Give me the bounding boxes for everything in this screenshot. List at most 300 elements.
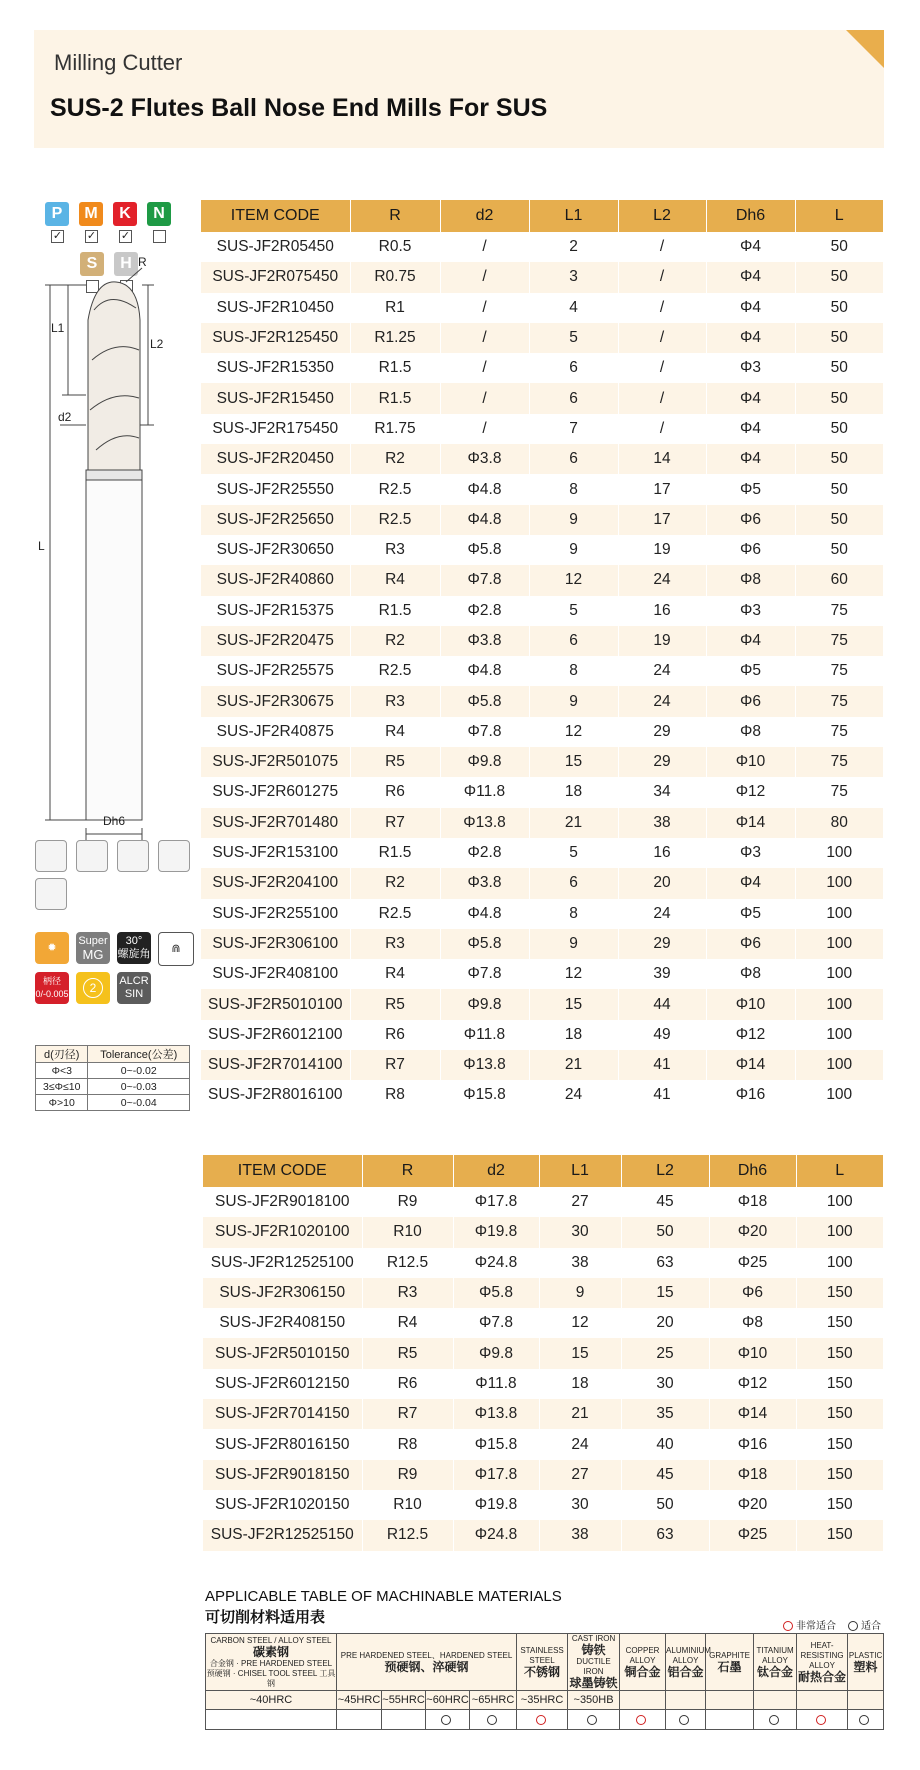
table-cell: 38 [618,808,706,838]
circle-icon [848,1621,858,1631]
table-cell: R1.5 [350,383,440,413]
table-cell: 38 [539,1520,621,1550]
table-cell: Φ9.8 [453,1338,539,1368]
table-cell: 75 [795,717,883,747]
label-dh6: Dh6 [103,814,126,828]
table-cell: 50 [795,353,883,383]
table-cell: SUS-JF2R6012150 [215,1374,350,1392]
table-cell: 50 [795,535,883,565]
applicable-title-en: APPLICABLE TABLE OF MACHINABLE MATERIALS [205,1588,562,1605]
table-cell: R6 [350,1020,440,1050]
table-cell: 18 [539,1369,621,1399]
table-row [203,1490,883,1520]
table-cell: 6 [529,626,618,656]
table-cell: 24 [529,1080,618,1110]
table-cell: R9 [362,1460,453,1490]
table-cell: 30 [539,1217,621,1247]
table-cell: 29 [618,747,706,777]
table-cell: 50 [795,505,883,535]
table-row [201,929,883,959]
table-cell: Φ9.8 [440,747,529,777]
table-row [201,989,883,1019]
table-cell: SUS-JF2R204100 [201,868,350,898]
table-cell: SUS-JF2R40860 [201,565,350,595]
table-cell: 29 [618,929,706,959]
table-cell: SUS-JF2R12525100 [210,1253,354,1271]
table-cell: Φ3.8 [440,868,529,898]
table-cell: R2 [350,444,440,474]
table-cell: 8 [529,656,618,686]
side-milling-icon [35,840,67,872]
table-cell: SUS-JF2R255100 [212,904,339,922]
table-cell: 20 [621,1308,709,1338]
table-cell: 7 [529,414,618,444]
table-cell: Φ5.8 [440,535,529,565]
table-cell: SUS-JF2R30675 [201,686,350,716]
table-cell: R4 [350,565,440,595]
table-cell: 75 [795,656,883,686]
table-cell: Φ20 [709,1217,796,1247]
table-cell: 5 [529,838,618,868]
table-cell: Φ15.8 [453,1429,539,1459]
table-cell: 12 [529,717,618,747]
table-cell: Φ11.8 [453,1369,539,1399]
table-cell: Φ2.8 [440,596,529,626]
super-mg-icon: Super MG [76,932,110,964]
table-cell: Φ8 [706,565,795,595]
table-cell: 75 [795,777,883,807]
table-cell: SUS-JF2R8016100 [208,1086,343,1104]
table-cell: R7 [350,1050,440,1080]
cast-iron-header: CAST IRON 铸铁 DUCTILE IRON 球墨铸铁 [569,1634,618,1690]
heat-resisting-header: HEAT-RESISTING ALLOY 耐热合金 [797,1634,848,1691]
column-header: L2 [621,1155,709,1187]
material-badge-p: P [45,202,69,226]
table-cell: SUS-JF2R6012100 [208,1025,343,1043]
table-cell: 9 [529,686,618,716]
table-cell: R2.5 [350,899,440,929]
table-cell: Φ19.8 [453,1490,539,1520]
table-cell: 35 [621,1399,709,1429]
table-cell: 40 [621,1429,709,1459]
table-cell: Φ13.8 [440,808,529,838]
table-cell: Φ17.8 [453,1187,539,1217]
table-cell: Φ13.8 [440,1050,529,1080]
column-header: d2 [453,1155,539,1187]
table-cell: SUS-JF2R153100 [212,844,339,862]
table-cell: Φ6 [706,505,795,535]
table-cell: R1.5 [350,596,440,626]
table-cell: R1.5 [350,838,440,868]
table-cell: SUS-JF2R7014100 [201,1050,350,1080]
table-cell: R3 [350,686,440,716]
table-cell: 100 [795,959,883,989]
table-cell: R8 [350,1080,440,1110]
table-cell: Φ3.8 [440,626,529,656]
column-header: L1 [539,1155,621,1187]
table-cell: SUS-JF2R25650 [201,505,350,535]
table-cell: / [618,353,706,383]
column-header: Dh6 [709,1155,796,1187]
table-cell: SUS-JF2R175450 [212,419,339,437]
table-cell: Φ24.8 [453,1520,539,1550]
graphite-header: GRAPHITE 石墨 [706,1634,754,1691]
table-cell: 34 [618,777,706,807]
copper-header: COPPER ALLOY 铜合金 [620,1634,666,1691]
suitability-cell [666,1710,706,1730]
checkbox-n [153,230,166,243]
table-cell: 20 [618,868,706,898]
table-cell: Φ14 [706,808,795,838]
table-cell: R12.5 [362,1520,453,1550]
table-cell: Φ4 [706,444,795,474]
table-cell: Φ8 [709,1308,796,1338]
suitability-cell [706,1710,754,1730]
table-cell: Φ18 [709,1460,796,1490]
suitability-cell [797,1710,848,1730]
suitability-cell [517,1710,568,1730]
tolerance-table: d(刃径) Tolerance(公差) Φ<3 0~-0.02 3≤Φ≤10 0~-0.03 Φ>10 0~-0.04 [35,1045,190,1111]
label-l2: L2 [150,337,164,351]
table-row [203,1338,883,1368]
column-header: L1 [529,200,618,232]
table-row [201,444,883,474]
table-cell: SUS-JF2R12525150 [203,1520,362,1550]
table-cell: R4 [350,717,440,747]
table-row [201,323,883,353]
table-cell: Φ7.8 [440,959,529,989]
pocket-milling-icon [35,878,67,910]
table-row [201,596,883,626]
table-cell: SUS-JF2R9018150 [203,1460,362,1490]
carbide-icon: ✹ [35,932,69,964]
table-cell: 100 [796,1217,883,1247]
table-cell: 75 [795,686,883,716]
table-row [203,1520,883,1550]
table-cell: 100 [796,1187,883,1217]
plastic-header: PLASTIC 塑料 [848,1634,884,1691]
table-cell: SUS-JF2R25550 [216,480,334,498]
column-header: d2 [440,200,529,232]
table-cell: SUS-JF2R05450 [216,238,334,256]
table-cell: 2 [529,232,618,262]
table-cell: Φ6 [706,929,795,959]
table-cell: 4 [529,293,618,323]
suitability-cell [568,1710,620,1730]
stainless-header: STAINLESS STEEL 不锈钢 [517,1634,568,1691]
table-cell: SUS-JF2R20450 [201,444,350,474]
table-cell: Φ3 [706,838,795,868]
hardened-steel-header: PRE HARDENED STEEL、HARDENED STEEL 预硬钢、淬硬钢 [337,1634,517,1691]
table-cell: SUS-JF2R25575 [216,662,334,680]
table-cell: R5 [362,1338,453,1368]
table-cell: R0.75 [350,262,440,292]
table-cell: SUS-JF2R40875 [216,722,334,740]
table-cell: Φ3 [706,353,795,383]
table-cell: Φ19.8 [453,1217,539,1247]
table-cell: / [618,293,706,323]
page-header [34,30,884,148]
suitability-cell [382,1710,426,1730]
table-cell: SUS-JF2R15375 [216,601,334,619]
table-row [201,535,883,565]
table-cell: 12 [529,959,618,989]
check-p: ✓ [52,230,63,242]
table-cell: Φ10 [706,989,795,1019]
table-row [201,414,883,444]
table-cell: SUS-JF2R306100 [201,929,350,959]
table-cell: Φ6 [709,1278,796,1308]
table-cell: / [440,232,529,262]
table-cell: 21 [529,1050,618,1080]
table-row [203,1460,883,1490]
table-row [203,1248,883,1278]
table-cell: Φ5.8 [440,929,529,959]
suitability-cell [470,1710,517,1730]
table-cell: 41 [618,1080,706,1110]
column-header: ITEM CODE [203,1155,362,1187]
table-cell: R4 [362,1308,453,1338]
table-cell: / [440,323,529,353]
table-cell: Φ24.8 [453,1248,539,1278]
table-cell: Φ5 [706,474,795,504]
table-cell: R6 [350,777,440,807]
table-cell: 3 [529,262,618,292]
table-row [203,1187,883,1217]
table-row [201,565,883,595]
table-cell: 15 [539,1338,621,1368]
table-cell: Φ7.8 [440,565,529,595]
table-row [203,1278,883,1308]
table-cell: Φ17.8 [453,1460,539,1490]
table-cell: SUS-JF2R1020100 [203,1217,362,1247]
applicable-title-cn: 可切削材料适用表 [205,1609,326,1626]
table-cell: Φ15.8 [440,1080,529,1110]
table-cell: 50 [795,323,883,353]
table-cell: SUS-JF2R125450 [201,323,350,353]
table-cell: 150 [796,1338,883,1368]
end-mill-drawing [38,255,200,840]
table-row [201,383,883,413]
circle-icon [587,1715,597,1725]
table-cell: / [440,262,529,292]
table-cell: Φ16 [706,1080,795,1110]
face-milling-icon [117,840,149,872]
table-cell: Φ9.8 [440,989,529,1019]
table-cell: R3 [362,1278,453,1308]
table-cell: R2 [350,626,440,656]
table-cell: 19 [618,535,706,565]
table-cell: Φ3 [706,596,795,626]
table-cell: 12 [529,565,618,595]
table-cell: 60 [795,565,883,595]
table-cell: 5 [529,596,618,626]
table-cell: R6 [362,1369,453,1399]
table-cell: SUS-JF2R408100 [212,965,339,983]
table-cell: 150 [796,1520,883,1550]
table-cell: 18 [529,1020,618,1050]
circle-icon [487,1715,497,1725]
table-cell: Φ5.8 [453,1278,539,1308]
circle-icon [769,1715,779,1725]
table-cell: Φ20 [709,1490,796,1520]
red-circle-icon [816,1715,826,1725]
table-cell: 150 [796,1460,883,1490]
table-cell: R10 [362,1490,453,1520]
table-cell: Φ4.8 [440,505,529,535]
table-cell: R3 [350,929,440,959]
table-cell: R1.5 [350,353,440,383]
table-cell: 150 [796,1369,883,1399]
table-cell: Φ12 [706,1020,795,1050]
table-cell: 63 [621,1248,709,1278]
table-cell: 100 [795,868,883,898]
table-cell: 45 [621,1460,709,1490]
label-l1: L1 [51,321,65,335]
table-cell: Φ11.8 [440,1020,529,1050]
table-cell: R1.75 [350,414,440,444]
table-row [203,1308,883,1338]
table-cell: 100 [795,1050,883,1080]
table-cell: 15 [529,989,618,1019]
column-header: L2 [618,200,706,232]
table-cell: 100 [795,838,883,868]
table-cell: 6 [529,383,618,413]
suitability-cell [620,1710,666,1730]
suitability-cell [426,1710,470,1730]
table-cell: 24 [618,656,706,686]
profile-milling-icon [158,840,190,872]
table-cell: / [440,293,529,323]
table-cell: / [440,383,529,413]
table-cell: 150 [796,1308,883,1338]
table-row [201,899,883,929]
table-cell: / [618,323,706,353]
table-cell: 100 [796,1248,883,1278]
table-cell: SUS-JF2R15350 [216,359,334,377]
table-cell: 50 [795,414,883,444]
titanium-header: TITANIUM ALLOY 钛合金 [754,1634,797,1691]
check-k: ✓ [120,230,131,242]
table-cell: 9 [539,1278,621,1308]
table-cell: 50 [795,262,883,292]
table-row [201,959,883,989]
table-cell: R8 [362,1429,453,1459]
slot-milling-icon [76,840,108,872]
table-cell: Φ7.8 [440,717,529,747]
table-cell: 100 [795,899,883,929]
table-cell: Φ6 [706,535,795,565]
table-cell: 50 [795,293,883,323]
table-cell: R9 [362,1187,453,1217]
table-row [201,777,883,807]
red-circle-icon [536,1715,546,1725]
label-d2: d2 [58,410,72,424]
table-cell: 45 [621,1187,709,1217]
table-cell: 50 [621,1490,709,1520]
table-cell: Φ10 [709,1338,796,1368]
suitability-cell [848,1710,884,1730]
table-row [203,1217,883,1247]
table-row [201,1080,883,1110]
table-cell: 150 [796,1278,883,1308]
column-header: R [350,200,440,232]
table-cell: 29 [618,717,706,747]
suitability-cell [754,1710,797,1730]
suitability-cell [206,1710,337,1730]
table-cell: SUS-JF2R5010100 [201,989,350,1019]
legend-very-suitable: 非常适合 [783,1617,836,1632]
table-cell: 150 [796,1490,883,1520]
table-cell: R10 [362,1217,453,1247]
table-cell: SUS-JF2R10450 [216,298,334,316]
table-cell: SUS-JF2R701480 [201,808,350,838]
corner-decoration [846,30,884,68]
table-cell: / [618,414,706,444]
table-cell: Φ4 [706,868,795,898]
table-cell: SUS-JF2R30650 [216,541,334,559]
table-cell: Φ4 [706,293,795,323]
table-cell: Φ25 [709,1248,796,1278]
table-cell: 49 [618,1020,706,1050]
table-cell: Φ18 [709,1187,796,1217]
table-cell: 18 [529,777,618,807]
material-badge-s: S [80,252,104,276]
applicable-materials-table: CARBON STEEL / ALLOY STEEL 碳素钢 合金钢 · PRE HARDENED STEEL 预硬钢 · CHISEL TOOL STEEL 工具钢 PRE HARDENED STEEL、HARDENED STEEL 预硬钢、淬硬钢 STAINLESS STEEL 不锈钢 CAST IRON 铸铁 DUCTILE IRON 球墨铸铁 COPPER ALLOY 铜合金 ALUMINIUM ALLOY 铝合金 GRAPHITE 石墨 TITANIUM ALLOY 钛合金 HEAT-RESISTING ALLOY 耐热合金 PLASTIC 塑料 ~40HRC ~45HRC ~55HRC ~60HRC ~65HRC ~35HRC ~350HB [205,1633,884,1730]
column-header: Dh6 [706,200,795,232]
table-cell: 8 [529,474,618,504]
coating-icon: ALCR SIN [117,972,151,1004]
table-cell: 150 [796,1399,883,1429]
spec-table-1 [201,200,883,1111]
table-cell: SUS-JF2R7014150 [203,1399,362,1429]
table-cell: R7 [362,1399,453,1429]
table-cell: SUS-JF2R601275 [212,783,339,801]
table-cell: Φ13.8 [453,1399,539,1429]
label-r: R [138,255,147,269]
table-cell: SUS-JF2R9018100 [215,1193,350,1211]
table-cell: Φ4 [706,232,795,262]
table-row [201,747,883,777]
table-cell: 15 [621,1278,709,1308]
table-cell: 63 [621,1520,709,1550]
table-cell: / [440,414,529,444]
table-cell: R3 [350,535,440,565]
table-cell: 14 [618,444,706,474]
table-cell: Φ25 [709,1520,796,1550]
table-row [201,838,883,868]
table-cell: SUS-JF2R306150 [203,1278,362,1308]
table-cell: Φ7.8 [453,1308,539,1338]
table-cell: Φ4.8 [440,899,529,929]
table-cell: R5 [350,747,440,777]
table-cell: SUS-JF2R15450 [201,383,350,413]
table-cell: 50 [795,474,883,504]
flute-count-icon: 2 [76,972,110,1004]
table-cell: R0.5 [350,232,440,262]
table-cell: SUS-JF2R20475 [201,626,350,656]
table-row [201,808,883,838]
table-cell: 75 [795,596,883,626]
table-cell: 27 [539,1187,621,1217]
table-cell: 100 [795,929,883,959]
table-cell: 6 [529,444,618,474]
table-row [201,626,883,656]
table-cell: 21 [529,808,618,838]
table-cell: Φ5 [706,656,795,686]
spec-table-2 [203,1155,883,1551]
table-cell: 6 [529,868,618,898]
